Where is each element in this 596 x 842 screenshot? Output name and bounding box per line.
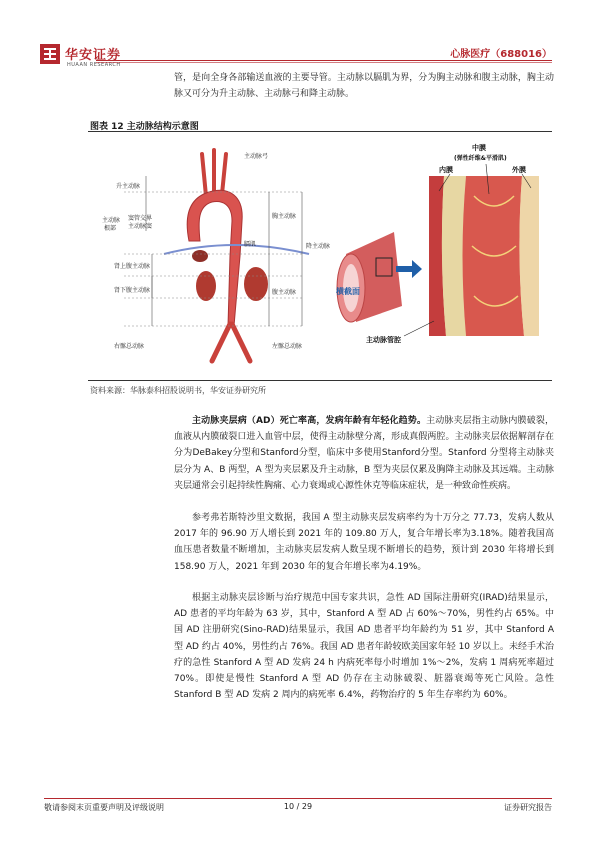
- footer-disclaimer: 敬请参阅末页重要声明及评级说明: [44, 803, 164, 812]
- label-cross-section: 横截面: [336, 287, 360, 296]
- label-ascending-aorta: 升主动脉: [116, 183, 141, 190]
- label-lumen: 主动脉管腔: [366, 336, 401, 344]
- intro-paragraph: [174, 70, 554, 102]
- label-sinotubular: 窦管交界: [128, 215, 153, 222]
- page-number: 10 / 29: [283, 802, 313, 811]
- label-media-sub: (弹性纤维&平滑肌): [454, 155, 507, 162]
- footer-divider: [44, 798, 552, 799]
- label-abdominal-aorta: 腹主动脉: [272, 289, 297, 296]
- label-sinus: 主动脉窦: [128, 223, 153, 230]
- label-thoracic-aorta: 胸主动脉: [272, 213, 297, 220]
- wall-layers: [429, 176, 539, 336]
- paragraph-registry: [174, 590, 554, 703]
- label-media: 中膜: [472, 144, 486, 152]
- footer-report-type: 证券研究报告: [504, 803, 552, 812]
- anatomy-panel: [102, 142, 334, 368]
- figure-bottom-rule: [88, 380, 552, 381]
- figure-title: 图表 12 主动脉结构示意图: [90, 122, 199, 132]
- paragraph-incidence: [174, 510, 554, 575]
- left-kidney: [244, 267, 268, 301]
- intro-text: 管，是向全身各部输送血液的主要导管。主动脉以膈肌为界，分为胸主动脉和腹主动脉，胸主动脉又可分为升主动脉、主动脉弓和降主动脉。: [174, 73, 554, 100]
- vessel-tube: [337, 232, 402, 322]
- paragraph-2: 参考弗若斯特沙里文数据，我国 A 型主动脉夹层发病率约为十万分之 77.73，发病人数从2017 年的 96.90 万人增长到 2021 年的 109.80 万人，复合年增长率为3.18%。随着我国高血压患者数量不断增加，主动脉夹层发病人数呈现不断增长的趋势，预计到 2030 年将增长到 158.90 万人，2021 年到 2030 年的复合年增长率为4.19%。: [174, 513, 554, 572]
- paragraph-1-body: 主动脉夹层指主动脉内膜破裂，血液从内膜破裂口进入血管中层，使得主动脉壁分离，形成真假两腔。主动脉夹层依据解剖存在分为DeBakey分型和Stanford分型，临床中多使用Stanford分型。Stanford 分型将主动脉夹层分为 A、B 两型，A 型为夹层累及升主动脉，B 型为夹层仅累及胸降主动脉及其远端。主动脉夹层通常会引起持续性胸痛、心力衰竭或心源性休克等临床症状，是一种致命性疾病。: [174, 416, 554, 491]
- header-divider: [96, 60, 552, 61]
- label-right-iliac: 右髂总动脉: [114, 343, 145, 350]
- label-aortic-root-2: 根部: [104, 225, 117, 232]
- label-aortic-arch: 主动脉弓: [244, 153, 269, 160]
- paragraph-3: 根据主动脉夹层诊断与治疗规范中国专家共识，急性 AD 国际注册研究(IRAD)结果显示，AD 患者的平均年龄为 63 岁，其中，Stanford A 型 AD 占 60%～70%，男性约占 65%。中国 AD 注册研究(Sino-RAD)结果显示，我国 AD 患者平均年龄约为 51 岁，其中 Stanford A 型 AD 约占 40%，男性约占 76%。我国 AD 患者年龄较欧美国家年轻 10 岁以上。未经手术治疗的急性 Stanford A 型 AD 发病 24 h 内病死率每小时增加 1%～2%，发病 1 周病死率超过 70%。即使是慢性 Stanford A 型 AD 仍存在主动脉破裂、脏器衰竭等死亡风险。急性 Stanford B 型 AD 发病 2 周内的病死率 6.4%，药物治疗的 5 年生存率约为 60%。: [174, 593, 554, 701]
- zoom-arrow-icon: [396, 260, 422, 278]
- label-diaphragm: 膈肌: [244, 241, 257, 248]
- aorta-structure-figure: [94, 136, 549, 376]
- figure-top-rule: [88, 131, 552, 132]
- label-intima: 内膜: [439, 166, 453, 174]
- visceral-organ: [192, 250, 208, 262]
- label-lower-abdominal: 肾下腹主动脉: [114, 287, 151, 294]
- aorta-diagram: [94, 136, 549, 376]
- figure-source: 资料来源：华脉泰科招股说明书，华安证券研究所: [90, 386, 266, 395]
- report-title: 心脉医疗（688016）: [450, 49, 552, 60]
- label-upper-abdominal: 肾上腹主动脉: [114, 263, 151, 270]
- right-kidney: [196, 271, 216, 301]
- label-left-iliac: 左髂总动脉: [272, 343, 303, 350]
- label-descending-aorta: 降主动脉: [306, 243, 331, 250]
- paragraph-1-lead: 主动脉夹层病（AD）死亡率高，发病年龄有年轻化趋势。: [192, 416, 427, 426]
- label-aortic-root-1: 主动脉: [102, 217, 121, 224]
- header-divider-thin: [96, 62, 552, 63]
- logo-seal-icon: [40, 44, 60, 64]
- paragraph-aortic-dissection: [174, 413, 554, 494]
- logo-cn-text: 华安证券: [65, 48, 122, 63]
- label-adventitia: 外膜: [512, 166, 526, 174]
- logo-en-text: HUAAN RESEARCH: [67, 62, 121, 68]
- company-logo: [40, 44, 160, 74]
- paragraph-1: [174, 413, 554, 494]
